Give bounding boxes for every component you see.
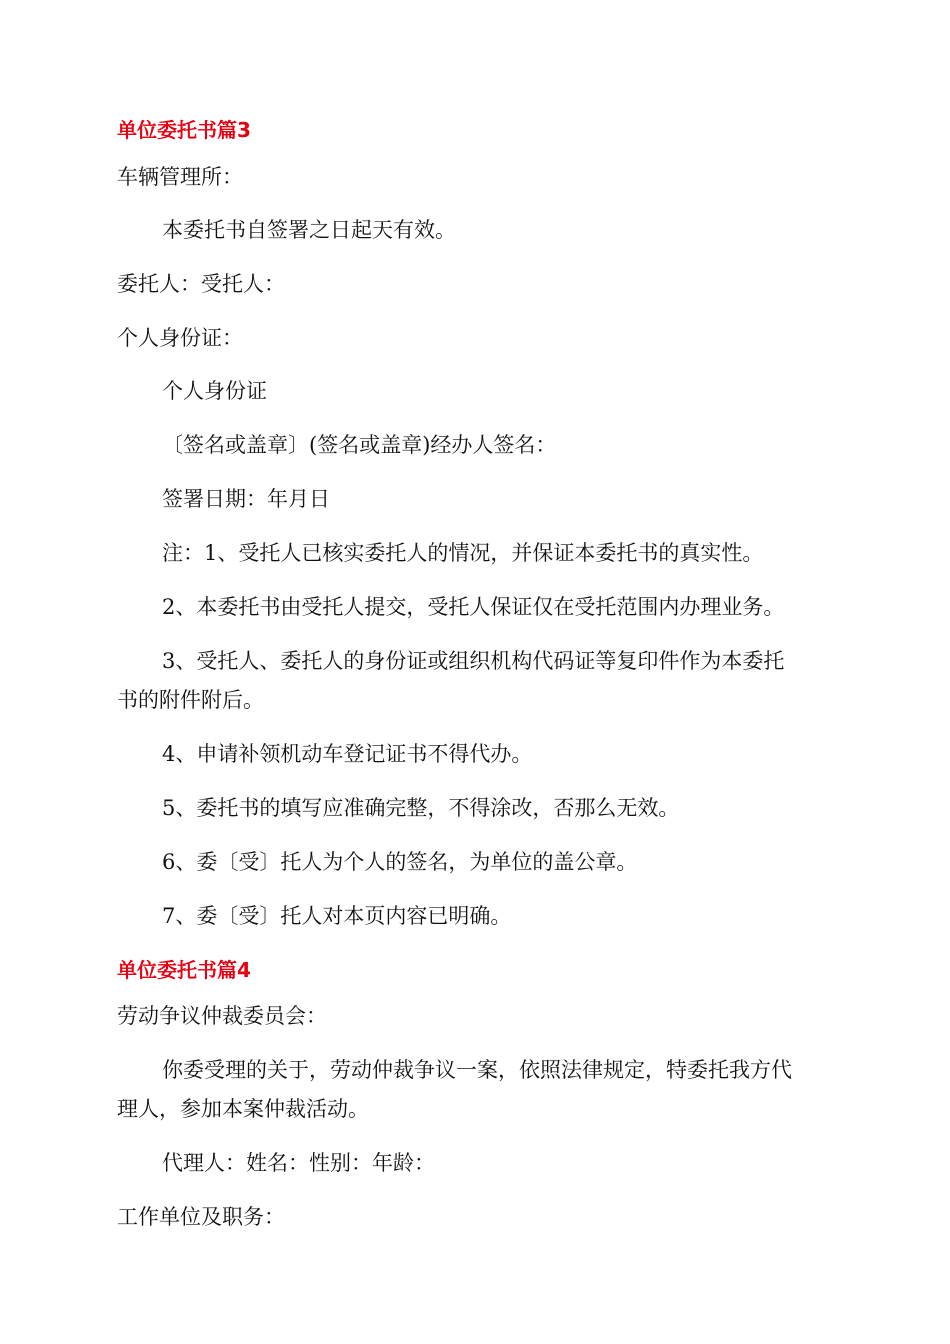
note-item-6: 6、委〔受〕托人为个人的签名，为单位的盖公章。 bbox=[162, 850, 638, 874]
note-item-7: 7、委〔受〕托人对本页内容已明确。 bbox=[162, 904, 512, 928]
paragraph-signature: 〔签名或盖章〕(签名或盖章)经办人签名： bbox=[162, 433, 557, 457]
paragraph-arbitration-body-continued: 理人，参加本案仲裁活动。 bbox=[117, 1097, 369, 1121]
paragraph-arbitration-addressee: 劳动争议仲裁委员会： bbox=[117, 1004, 327, 1028]
paragraph-validity: 本委托书自签署之日起天有效。 bbox=[162, 218, 456, 242]
note-item-2: 2、本委托书由受托人提交，受托人保证仅在受托范围内办理业务。 bbox=[162, 595, 785, 619]
paragraph-id-card: 个人身份证： bbox=[117, 326, 243, 350]
note-item-1: 注：1、受托人已核实委托人的情况，并保证本委托书的真实性。 bbox=[162, 541, 764, 565]
paragraph-work-unit: 工作单位及职务： bbox=[117, 1205, 285, 1229]
note-item-4: 4、申请补领机动车登记证书不得代办。 bbox=[162, 742, 533, 766]
paragraph-arbitration-body: 你委受理的关于，劳动仲裁争议一案，依照法律规定，特委托我方代 bbox=[162, 1058, 792, 1082]
paragraph-agent-info: 代理人：姓名：性别：年龄： bbox=[162, 1151, 435, 1175]
paragraph-parties: 委托人：受托人： bbox=[117, 272, 285, 296]
paragraph-addressee: 车辆管理所： bbox=[117, 165, 243, 189]
note-item-3: 3、受托人、委托人的身份证或组织机构代码证等复印件作为本委托 bbox=[162, 649, 785, 673]
note-item-5: 5、委托书的填写应准确完整，不得涂改，否那么无效。 bbox=[162, 796, 680, 820]
section-heading-4: 单位委托书篇4 bbox=[117, 958, 251, 982]
paragraph-sign-date: 签署日期：年月日 bbox=[162, 487, 330, 511]
paragraph-id-card-2: 个人身份证 bbox=[162, 379, 267, 403]
note-item-3-continued: 书的附件附后。 bbox=[117, 688, 264, 712]
section-heading-3: 单位委托书篇3 bbox=[117, 118, 251, 142]
